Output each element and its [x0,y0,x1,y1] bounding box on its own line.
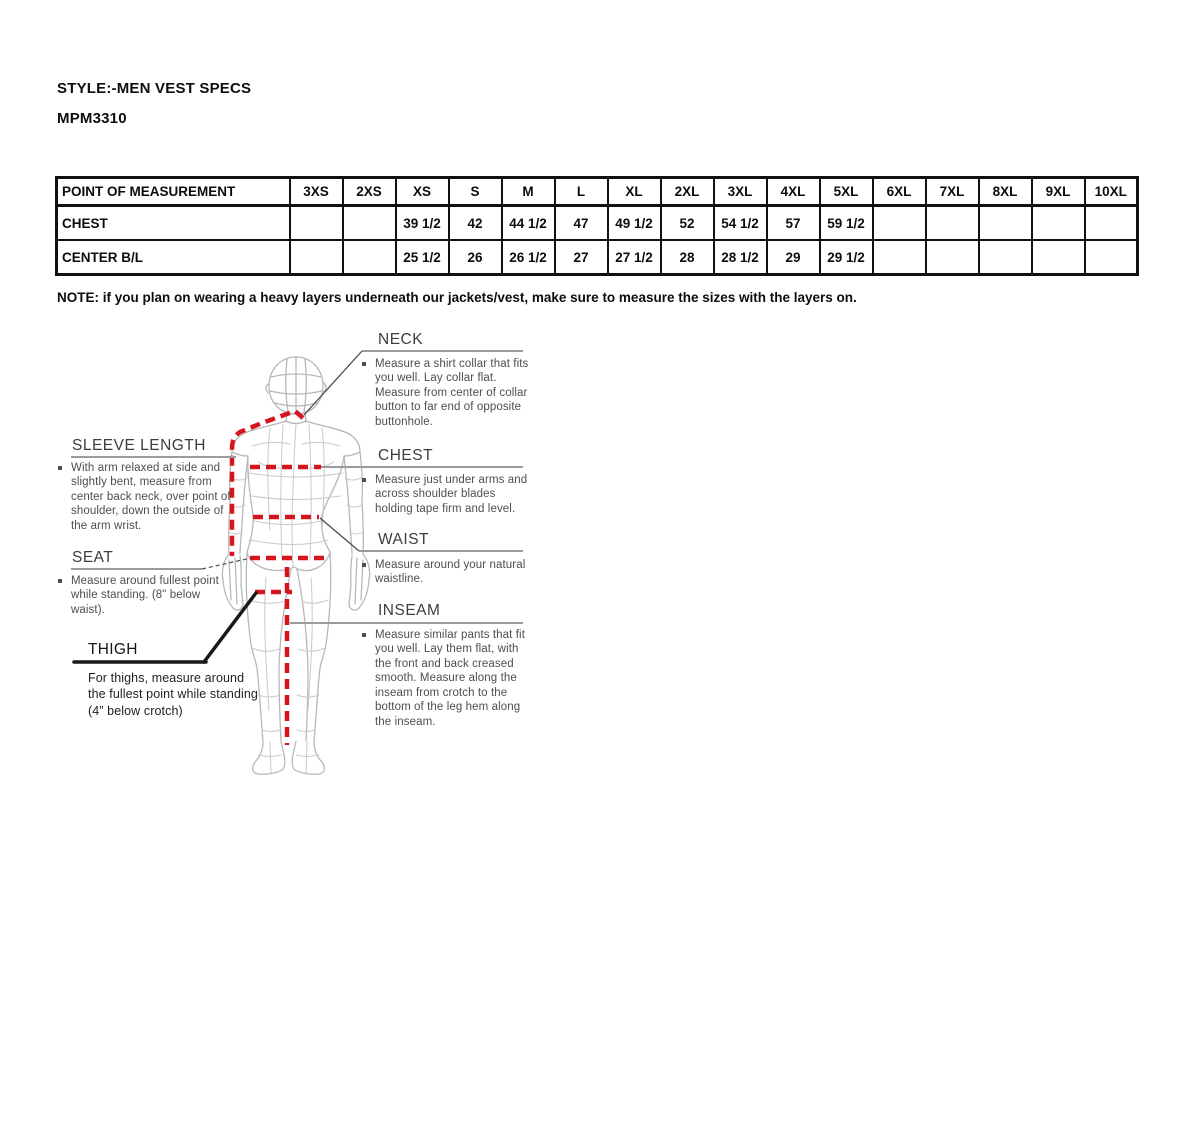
row-label: CENTER B/L [57,240,290,275]
section-text-chest: Measure just under arms and across shoulder blades holding tape firm and level. [362,473,534,516]
section-text-waist: Measure around your natural waistline. [362,558,534,587]
size-cell: 49 1/2 [608,206,661,241]
section-title-chest: CHEST [378,447,434,464]
size-cell: 44 1/2 [502,206,555,241]
connector-lines [202,351,362,569]
column-header: XS [396,178,449,206]
size-cell: 47 [555,206,608,241]
bullet-icon [362,478,366,482]
column-header: S [449,178,502,206]
bullet-icon [58,579,62,583]
section-text-neck: Measure a shirt collar that fits you well. Lay collar flat. Measure from center of collar button to far end of opposite buttonhole. [362,357,534,429]
layers-note: NOTE: if you plan on wearing a heavy layers underneath our jackets/vest, make sure to measure the sizes with the layers on. [57,290,857,305]
column-header: L [555,178,608,206]
bullet-icon [362,362,366,366]
size-cell: 28 [661,240,714,275]
section-text-seat: Measure around fullest point while standing. (8" below waist). [58,574,230,617]
section-title-neck: NECK [378,331,424,348]
column-header: 2XL [661,178,714,206]
section-text-thigh: For thighs, measure around the fullest point while standing (4” below crotch) [88,671,258,718]
size-cell: 39 1/2 [396,206,449,241]
bullet-icon [362,633,366,637]
column-header: 3XS [290,178,343,206]
size-cell: 59 1/2 [820,206,873,241]
bullet-icon [362,563,366,567]
column-header: POINT OF MEASUREMENT [57,178,290,206]
section-title-thigh: THIGH [88,641,138,658]
size-cell: 26 [449,240,502,275]
size-cell: 26 1/2 [502,240,555,275]
bullet-icon [58,466,62,470]
column-header: 6XL [873,178,926,206]
size-cell: 28 1/2 [714,240,767,275]
size-cell: 42 [449,206,502,241]
style-title: STYLE:-MEN VEST SPECS [57,80,252,97]
section-title-sleeve-length: SLEEVE LENGTH [72,437,206,454]
column-header: 9XL [1032,178,1085,206]
column-header: 4XL [767,178,820,206]
section-title-seat: SEAT [72,549,114,566]
column-header: 8XL [979,178,1032,206]
size-cell: 25 1/2 [396,240,449,275]
waist-connector [320,518,359,551]
column-header: 3XL [714,178,767,206]
column-header: 7XL [926,178,979,206]
size-cell: 29 1/2 [820,240,873,275]
column-header: M [502,178,555,206]
column-header: XL [608,178,661,206]
section-title-inseam: INSEAM [378,602,441,619]
size-cell: 57 [767,206,820,241]
seat-connector [202,558,251,569]
mannequin-mesh-lines [229,424,363,773]
size-cell: 27 1/2 [608,240,661,275]
neck-connector [304,351,362,415]
column-header: 2XS [343,178,396,206]
section-text-sleeve-length: With arm relaxed at side and slightly bent, measure from center back neck, over point of shoulder, down the outside of the arm wrist. [58,461,236,533]
column-header: 5XL [820,178,873,206]
size-cell: 27 [555,240,608,275]
column-header: 10XL [1085,178,1138,206]
section-title-waist: WAIST [378,531,430,548]
style-number: MPM3310 [57,110,127,127]
size-cell: 52 [661,206,714,241]
section-text-inseam: Measure similar pants that fit you well. Lay them flat, with the front and back creased smooth. Measure along the inseam from crotch to the bottom of the leg hem along the inseam. [362,628,534,729]
size-cell: 29 [767,240,820,275]
size-cell: 54 1/2 [714,206,767,241]
row-label: CHEST [57,206,290,241]
